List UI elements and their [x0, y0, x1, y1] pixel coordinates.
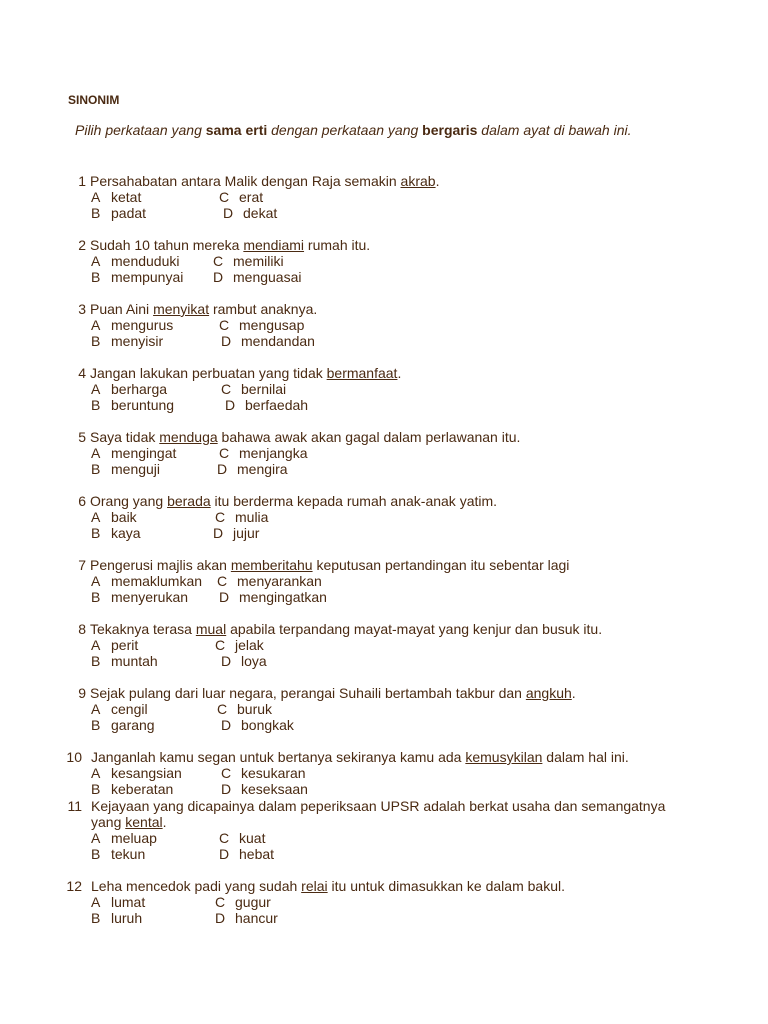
option-d: D mendandan — [221, 333, 315, 349]
option-a: A memaklumkan — [91, 573, 203, 589]
option-d: D loya — [221, 653, 267, 669]
option-b: B keberatan — [91, 781, 174, 797]
option-d: D jujur — [213, 525, 260, 541]
option-b: B beruntung — [91, 397, 175, 413]
option-c: C buruk — [217, 701, 273, 717]
option-a: A mengurus — [91, 317, 174, 333]
option-b: B menguji — [91, 461, 161, 477]
option-a: A cengil — [91, 701, 148, 717]
option-c: C kesukaran — [221, 765, 306, 781]
option-d: D bongkak — [221, 717, 294, 733]
underlined-word: kemusykilan — [465, 749, 543, 765]
option-c: C mulia — [215, 509, 269, 525]
option-a: A kesangsian — [91, 765, 182, 781]
option-b: B menyisir — [91, 333, 164, 349]
option-b: B muntah — [91, 653, 158, 669]
option-c: C kuat — [219, 830, 266, 846]
option-d: D mengira — [217, 461, 288, 477]
option-d: D dekat — [223, 205, 278, 221]
option-d: D hebat — [219, 846, 275, 862]
option-a: A meluap — [91, 830, 157, 846]
option-c: C jelak — [215, 637, 264, 653]
option-a: A menduduki — [91, 253, 180, 269]
option-c: C erat — [219, 189, 264, 205]
option-c: C memiliki — [213, 253, 284, 269]
underlined-word: akrab — [400, 173, 436, 189]
underlined-word: mendiami — [243, 237, 305, 253]
underlined-word: kental — [125, 814, 163, 830]
option-b: B luruh — [91, 910, 143, 926]
option-d: D berfaedah — [225, 397, 309, 413]
option-c: C bernilai — [221, 381, 287, 397]
option-c: C menjangka — [219, 445, 308, 461]
underlined-word: menyikat — [153, 301, 210, 317]
option-b: B menyerukan — [91, 589, 189, 605]
option-b: B tekun — [91, 846, 146, 862]
option-c: C mengusap — [219, 317, 305, 333]
option-a: A lumat — [91, 894, 146, 910]
option-b: B mempunyai — [91, 269, 184, 285]
underlined-word: berada — [167, 493, 211, 509]
option-a: A ketat — [91, 189, 142, 205]
option-a: A baik — [91, 509, 137, 525]
underlined-word: mual — [195, 621, 227, 637]
underlined-word: bermanfaat — [326, 365, 398, 381]
option-b: B padat — [91, 205, 147, 221]
option-d: D menguasai — [213, 269, 302, 285]
underlined-word: relai — [301, 878, 328, 894]
option-a: A berharga — [91, 381, 168, 397]
underlined-word: memberitahu — [230, 557, 313, 573]
option-d: D mengingatkan — [219, 589, 327, 605]
option-a: A mengingat — [91, 445, 177, 461]
option-a: A perit — [91, 637, 139, 653]
underlined-word: menduga — [159, 429, 218, 445]
option-d: D keseksaan — [221, 781, 308, 797]
option-c: C menyarankan — [217, 573, 322, 589]
option-b: B kaya — [91, 525, 141, 541]
instruction: Pilih perkataan yang sama erti dengan perkataan yang bergaris dalam ayat di bawah ini. — [75, 122, 632, 138]
option-c: C gugur — [215, 894, 271, 910]
underlined-word: angkuh — [525, 685, 572, 701]
option-b: B garang — [91, 717, 155, 733]
option-d: D hancur — [215, 910, 278, 926]
page-heading: SINONIM — [68, 93, 120, 107]
